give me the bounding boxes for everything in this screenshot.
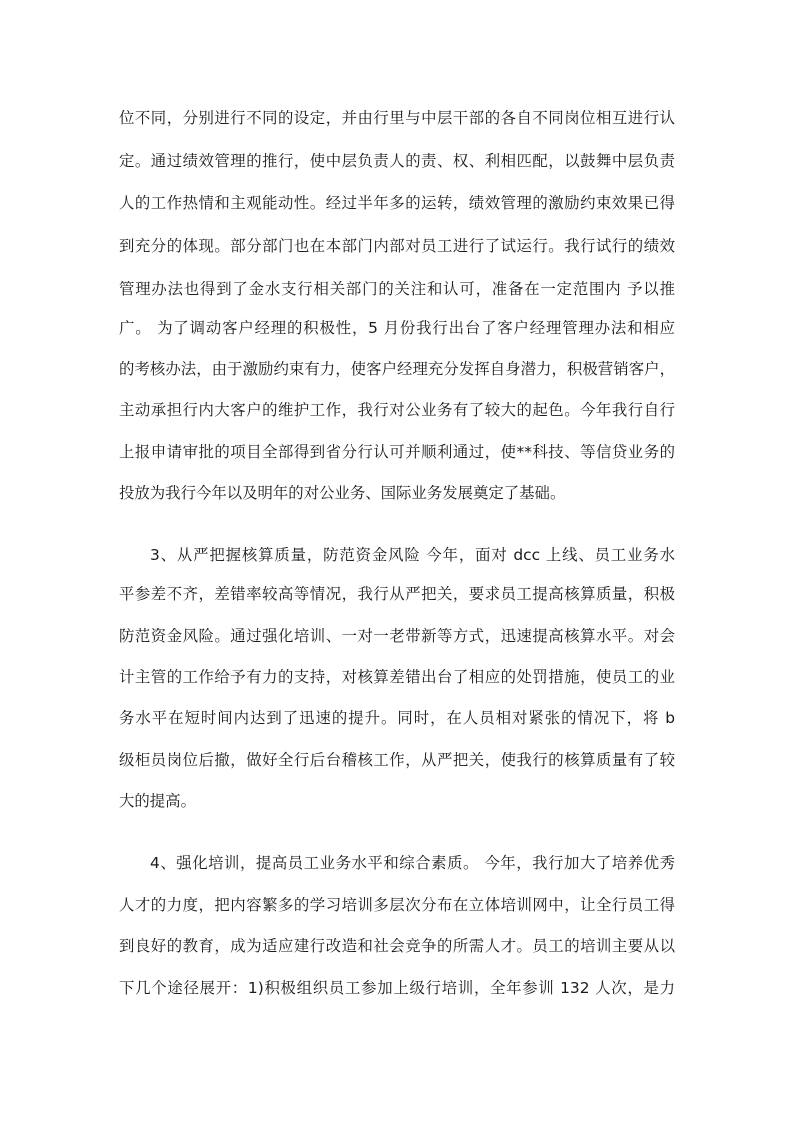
paragraph-2-line-6: 级柜员岗位后撤，做好全行后台稽核工作，从严把关，使我行的核算质量有了较 [119,751,675,769]
paragraph-2-line-3: 防范资金风险。通过强化培训、一对一老带新等方式，迅速提高核算水平。对会 [119,627,675,645]
paragraph-1-line-1: 位不同，分别进行不同的设定，并由行里与中层干部的各自不同岗位相互进行认 [119,109,675,127]
paragraph-3-line-1: 4、强化培训，提高员工业务水平和综合素质。 今年，我行加大了培养优秀 [150,854,675,872]
paragraph-2-line-7: 大的提高。 [119,792,196,810]
paragraph-1-line-4: 到充分的体现。部分部门也在本部门内部对员工进行了试运行。我行试行的绩效 [119,237,675,255]
paragraph-1-line-7: 的考核办法，由于激励约束有力，使客户经理充分发挥自身潜力，积极营销客户， [119,360,675,378]
paragraph-1-line-5: 管理办法也得到了金水支行相关部门的关注和认可，准备在一定范围内 予以推 [119,280,675,298]
paragraph-3-line-2: 人才的力度，把内容繁多的学习培训多层次分布在立体培训网中，让全行员工得 [119,896,675,914]
paragraph-2-line-2: 平参差不齐，差错率较高等情况，我行从严把关，要求员工提高核算质量，积极 [119,585,675,603]
paragraph-1-line-6: 广。 为了调动客户经理的积极性，5 月份我行出台了客户经理管理办法和相应 [119,319,675,337]
paragraph-2-line-4: 计主管的工作给予有力的支持，对核算差错出台了相应的处罚措施，使员工的业 [119,668,675,686]
paragraph-1-line-3: 人的工作热情和主观能动性。经过半年多的运转，绩效管理的激励约束效果已得 [119,194,675,212]
paragraph-2-line-5: 务水平在短时间内达到了迅速的提升。同时，在人员相对紧张的情况下，将 b [119,709,675,727]
paragraph-1-line-10: 投放为我行今年以及明年的对公业务、国际业务发展奠定了基础。 [119,484,566,502]
paragraph-2-line-1: 3、从严把握核算质量，防范资金风险 今年，面对 dcc 上线、员工业务水 [150,546,675,564]
paragraph-3-line-3: 到良好的教育，成为适应建行改造和社会竞争的所需人才。员工的培训主要从以 [119,937,675,955]
paragraph-3-line-4: 下几个途径展开：1)积极组织员工参加上级行培训，全年参训 132 人次，是力 [119,979,675,997]
paragraph-1-line-9: 上报申请审批的项目全部得到省分行认可并顺利通过，使**科技、等信贷业务的 [119,443,675,461]
paragraph-1-line-8: 主动承担行内大客户的维护工作，我行对公业务有了较大的起色。今年我行自行 [119,401,675,419]
paragraph-1-line-2: 定。通过绩效管理的推行，使中层负责人的责、权、利相匹配，以鼓舞中层负责 [119,152,675,170]
